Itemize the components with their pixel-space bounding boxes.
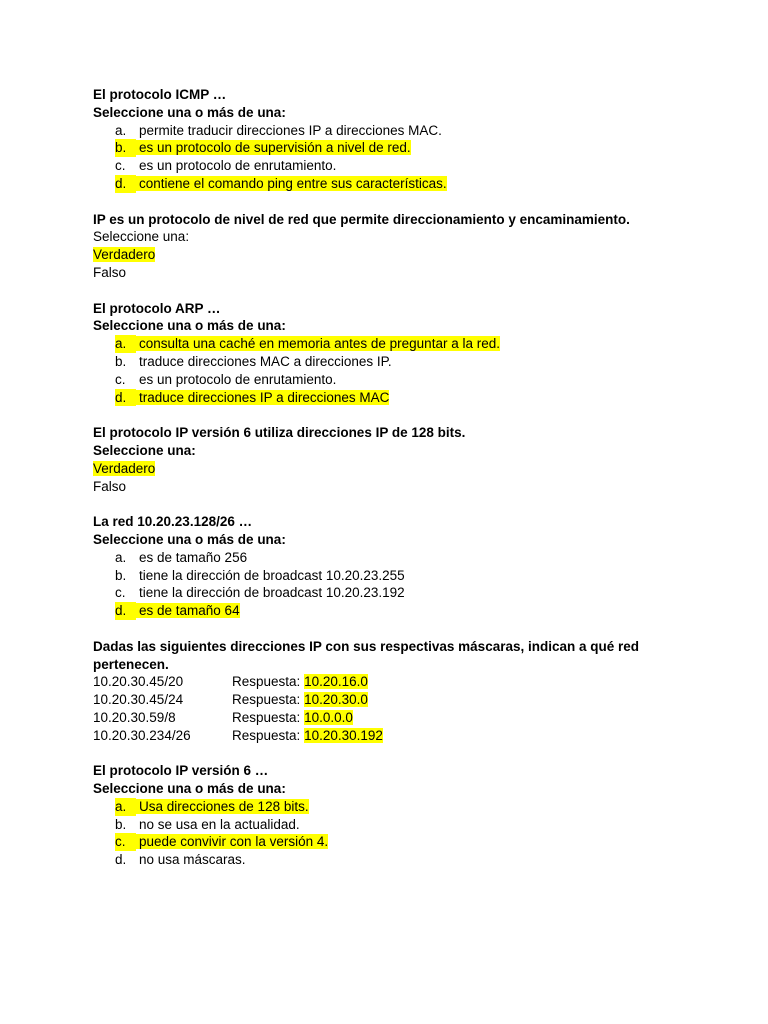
- option-text-highlighted: Verdadero: [93, 247, 156, 263]
- option-letter: c.: [115, 158, 126, 174]
- option-text: es un protocolo de enrutamiento.: [139, 158, 337, 174]
- option-d: [93, 851, 693, 869]
- option-text: traduce direcciones MAC a direcciones IP.: [139, 353, 392, 369]
- answer-value-highlighted: 10.0.0.0: [304, 709, 353, 725]
- option-text: es un protocolo de supervisión a nivel de red.: [129, 140, 411, 155]
- question-ip-red: [93, 211, 693, 282]
- option-b-highlighted: [93, 139, 693, 157]
- option-letter: d.: [115, 175, 136, 193]
- question-ipv6: [93, 762, 693, 869]
- question-title: El protocolo IP versión 6 utiliza direcciones IP de 128 bits.: [93, 425, 466, 441]
- question-instruction: Seleccione una o más de una:: [93, 531, 286, 547]
- question-instruction: Seleccione una:: [93, 442, 196, 458]
- question-icmp: [93, 86, 693, 193]
- option-letter: c.: [115, 833, 136, 851]
- option-letter: a.: [115, 549, 127, 565]
- option-letter: a.: [115, 122, 127, 138]
- option-d-highlighted: [93, 602, 693, 620]
- option-text: no se usa en la actualidad.: [139, 816, 300, 832]
- option-text: no usa máscaras.: [139, 852, 246, 868]
- option-text: contiene el comando ping entre sus características.: [129, 176, 447, 191]
- option-letter: d.: [115, 852, 127, 868]
- question-instruction: Seleccione una o más de una:: [93, 104, 286, 120]
- option-letter: b.: [115, 816, 127, 832]
- question-title: La red 10.20.23.128/26 …: [93, 514, 253, 530]
- question-network-26: [93, 513, 693, 620]
- answer-value-highlighted: 10.20.30.192: [304, 727, 383, 743]
- option-d-highlighted: [93, 175, 693, 193]
- option-text: es un protocolo de enrutamiento.: [139, 371, 337, 387]
- option-letter: c.: [115, 371, 126, 387]
- option-c-highlighted: [93, 833, 693, 851]
- option-b: [93, 816, 693, 834]
- option-text: traduce direcciones IP a direcciones MAC: [129, 390, 389, 405]
- option-text: consulta una caché en memoria antes de preguntar a la red.: [129, 336, 500, 351]
- option-text: permite traducir direcciones IP a direcciones MAC.: [139, 122, 442, 138]
- ip-address: 10.20.30.45/20: [93, 674, 184, 690]
- option-d-highlighted: [93, 389, 693, 407]
- option-text: tiene la dirección de broadcast 10.20.23.255: [139, 567, 405, 583]
- ip-address: 10.20.30.234/26: [93, 727, 191, 743]
- option-a: [93, 549, 693, 567]
- ip-answer-row: [93, 691, 693, 709]
- option-b: [93, 353, 693, 371]
- ip-answer-row: [93, 727, 693, 745]
- answer-value-highlighted: 10.20.16.0: [304, 674, 368, 690]
- option-text: tiene la dirección de broadcast 10.20.23.192: [139, 585, 405, 601]
- option-a-highlighted: [93, 335, 693, 353]
- option-text: es de tamaño 64: [129, 603, 240, 618]
- answer-value-highlighted: 10.20.30.0: [304, 692, 368, 708]
- option-letter: a.: [115, 335, 136, 353]
- question-arp: [93, 300, 693, 407]
- question-title: El protocolo ICMP …: [93, 87, 227, 102]
- option-true: [93, 460, 693, 478]
- option-letter: c.: [115, 585, 126, 601]
- answer-label: Respuesta:: [232, 674, 301, 690]
- answer-label: Respuesta:: [232, 727, 301, 743]
- question-instruction: Seleccione una:: [93, 229, 190, 245]
- option-letter: b.: [115, 139, 136, 157]
- option-c: [93, 157, 693, 175]
- ip-answer-row: [93, 709, 693, 727]
- option-b: [93, 567, 693, 585]
- option-a: [93, 122, 693, 140]
- option-text: Falso: [93, 264, 127, 280]
- option-letter: b.: [115, 353, 127, 369]
- option-true: [93, 246, 693, 264]
- option-false: [93, 478, 693, 496]
- option-false: [93, 264, 693, 282]
- ip-address: 10.20.30.45/24: [93, 692, 184, 708]
- question-ipv6-128: [93, 424, 693, 495]
- question-instruction: Seleccione una o más de una:: [93, 781, 286, 797]
- answer-label: Respuesta:: [232, 692, 301, 708]
- option-letter: b.: [115, 567, 127, 583]
- option-text: Falso: [93, 478, 127, 494]
- option-text: Usa direcciones de 128 bits.: [129, 799, 309, 814]
- option-text-highlighted: Verdadero: [93, 460, 156, 476]
- option-a-highlighted: [93, 798, 693, 816]
- question-title: El protocolo ARP …: [93, 300, 221, 316]
- ip-answer-row: [93, 673, 693, 691]
- option-letter: d.: [115, 389, 136, 407]
- option-letter: a.: [115, 798, 136, 816]
- option-text: es de tamaño 256: [139, 549, 248, 565]
- question-instruction: Seleccione una o más de una:: [93, 318, 286, 334]
- ip-address: 10.20.30.59/8: [93, 709, 176, 725]
- document-page: [93, 86, 693, 887]
- question-ip-masks: [93, 638, 693, 745]
- answer-label: Respuesta:: [232, 709, 301, 725]
- question-title: El protocolo IP versión 6 …: [93, 763, 269, 779]
- question-title: IP es un protocolo de nivel de red que permite direccionamiento y encaminamiento.: [93, 211, 630, 227]
- option-c: [93, 584, 693, 602]
- question-title: Dadas las siguientes direcciones IP con sus respectivas máscaras, indican a qué red pertenecen.: [93, 638, 640, 672]
- option-letter: d.: [115, 602, 136, 620]
- option-text: puede convivir con la versión 4.: [129, 834, 328, 849]
- option-c: [93, 371, 693, 389]
